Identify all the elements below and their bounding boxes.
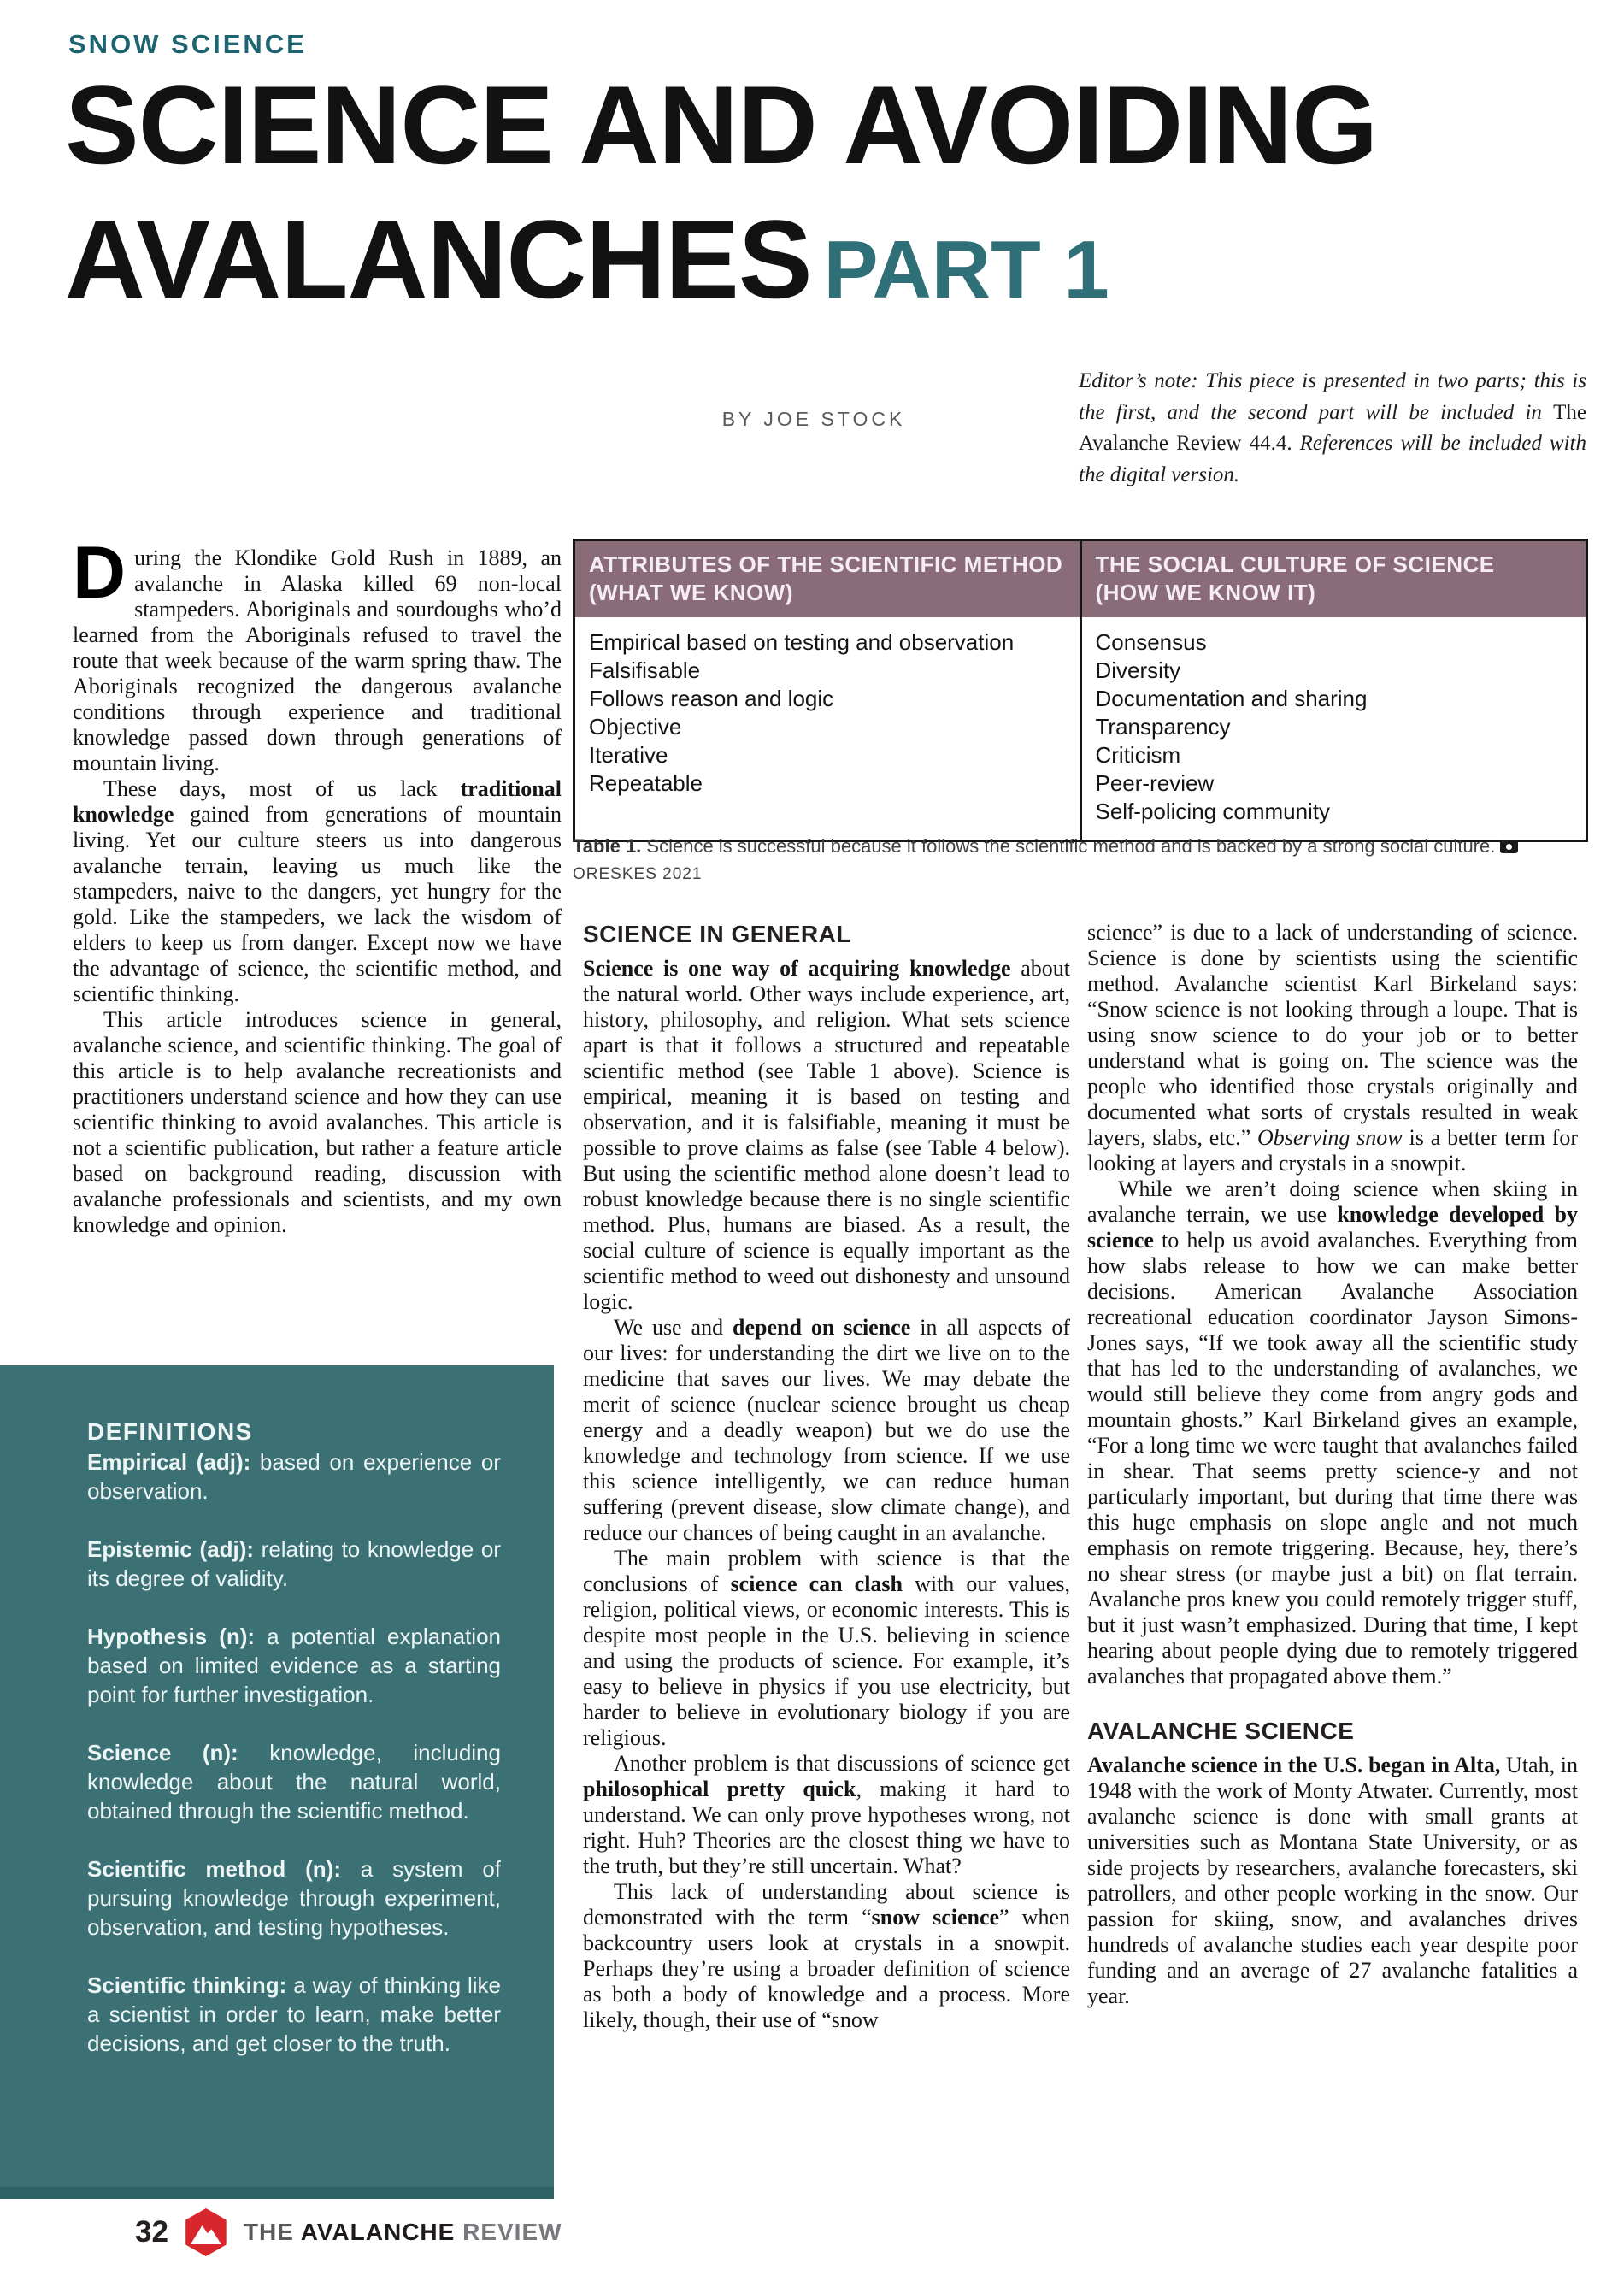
body-paragraph: Another problem is that discussions of science get philosophical pretty quick, making it hard to understand. We can only prove hypotheses wrong, not right. Huh? Theories are the closest thing we have to the truth, but they’re still uncertain. What? (583, 1751, 1070, 1878)
table-1-header-left-line2: (WHAT WE KNOW) (589, 580, 794, 605)
body-paragraph: This article introduces science in general, avalanche science, and scientific thinking. The goal of this article is to help avalanche recreationists and practitioners understand science and how they can use scientific thinking to avoid avalanches. This article is not a scientific publication, but rather a feature article based on background reading, discussion with avalanche professionals and scientists, and my own knowledge and opinion. (73, 1007, 562, 1237)
table-1-caption-text: Science is successful because it follows the scientific method and is backed by a strong social culture. (641, 835, 1496, 857)
definition-item: Scientific thinking: a way of thinking like a scientist in order to learn, make better decisions, and get closer to the truth. (87, 1972, 501, 2056)
definition-item: Science (n): knowledge, including knowledge about the natural world, obtained through the scientific method. (87, 1740, 501, 1824)
article-title (65, 58, 1377, 337)
article-title-part: PART 1 (823, 224, 1109, 315)
drop-cap: D (73, 545, 127, 614)
article-title-line1: SCIENCE AND AVOIDING (65, 62, 1378, 187)
table-1-caption-label: Table 1. (573, 835, 642, 857)
table-1-header-right-line1: THE SOCIAL CULTURE OF SCIENCE (1095, 551, 1495, 577)
table-list-item: Transparency (1095, 714, 1231, 740)
table-1-caption-credit: ORESKES 2021 (573, 865, 703, 883)
wordmark-the: THE (243, 2219, 301, 2245)
table-list-item: Empirical based on testing and observation (589, 629, 1015, 655)
mountain-icon (191, 2225, 221, 2244)
table-1-header-right-line2: (HOW WE KNOW IT) (1095, 580, 1316, 605)
body-paragraph: During the Klondike Gold Rush in 1889, an avalanche in Alaska killed 69 non-local stampeders. Aboriginals and sourdoughs who’d learned from the Aboriginals refused to travel the route that week because of the warm spring thaw. The Aboriginals recognized the dangerous avalanche conditions through experience and traditional knowledge passed down through generations of mountain living. (73, 545, 562, 775)
body-paragraph: These days, most of us lack traditional knowledge gained from generations of mountain living. Yet our culture steers us into dangerous avalanche terrain, leaving us much like the stampeders, naive to the dangers, yet hungry for the gold. Like the stampeders, we lack the wisdom of elders to keep us from danger. Except now we have the advantage of science, the scientific method, and scientific thinking. (73, 776, 562, 1006)
body-column-2 (583, 920, 1070, 2206)
table-list-item: Consensus (1095, 629, 1207, 655)
body-paragraph: Avalanche science in the U.S. began in Alta, Utah, in 1948 with the work of Monty Atwater. Currently, most avalanche science is done with small grants at universities such as Montana State University, or as side projects by researchers, avalanche forecasters, ski patrollers, and other people working in the snow. Our passion for skiing, snow, and avalanches drives hundreds of avalanche studies each year despite poor funding and an average of 27 avalanche fatalities a year. (1087, 1753, 1578, 2008)
definition-item: Hypothesis (n): a potential explanation based on limited evidence as a starting point for further investigation. (87, 1624, 501, 1707)
table-1-header-right (1082, 541, 1586, 617)
definition-item: Epistemic (adj): relating to knowledge or its degree of validity. (87, 1536, 501, 1591)
byline: BY JOE STOCK (721, 408, 906, 430)
definitions-sidebar (0, 1365, 554, 2187)
table-list-item: Objective (589, 714, 682, 740)
table-1 (573, 539, 1588, 842)
magazine-wordmark (244, 2219, 562, 2246)
table-1-cell-right (1082, 617, 1586, 840)
body-column-3 (1087, 920, 1578, 2206)
table-list-item: Criticism (1095, 742, 1181, 768)
table-list-item: Repeatable (589, 770, 703, 796)
body-paragraph: This lack of understanding about science is demonstrated with the term “snow science” when backcountry users look at crystals in a snowpit. Perhaps they’re using a broader definition of science as both a body of knowledge and a process. More likely, though, their use of “snow (583, 1879, 1070, 2032)
body-column-1 (73, 545, 562, 1356)
mountain-hexagon-icon (183, 2208, 229, 2256)
table-list-item: Falsifisable (589, 657, 701, 683)
table-list-item: Peer-review (1095, 770, 1215, 796)
table-1-header-left (575, 541, 1080, 617)
table-1-column-scientific-method (575, 541, 1082, 840)
page-number: 32 (135, 2215, 168, 2249)
page-footer (135, 2207, 562, 2257)
definition-item: Empirical (adj): based on experience or observation. (87, 1449, 501, 1504)
definitions-list (87, 1447, 501, 2058)
table-list-item: Diversity (1095, 657, 1181, 683)
body-paragraph: Science is one way of acquiring knowledge about the natural world. Other ways include experience, art, history, philosophy, and religion. What sets science apart is that it follows a structured and repeatable scientific method (see Table 1 above). Science is empirical, meaning it is based on testing and observation, and it is falsifiable, meaning it must be possible to prove claims as false (see Table 4 below). But using the scientific method alone doesn’t lead to robust knowledge because there is no single scientific method. Plus, humans are biased. As a result, the social culture of science is equally important as the scientific method to weed out dishonesty and unsound logic. (583, 956, 1070, 1314)
table-list-item: Iterative (589, 742, 668, 768)
sidebar-bottom-bar (0, 2187, 554, 2199)
table-1-header-left-line1: ATTRIBUTES OF THE SCIENTIFIC METHOD (589, 551, 1063, 577)
table-list-item: Follows reason and logic (589, 686, 834, 711)
camera-icon (1500, 840, 1518, 853)
article-title-line2: AVALANCHES (65, 197, 812, 321)
section-heading: SCIENCE IN GENERAL (583, 921, 851, 947)
body-paragraph: While we aren’t doing science when skiing in avalanche terrain, we use knowledge developed by science to help us avoid avalanches. Everything from how slabs release to how we can make better decisions. American Avalanche Association recreational education coordinator Jayson Simons-Jones says, “If we took away all the scientific study that has led to the understanding of avalanches, we would still believe they come from angry gods and mountain ghosts.” Karl Birkeland gives an example, “For a long time we were taught that avalanches failed in shear. That seems pretty science-y and not particularly important, but during that time there was this huge emphasis on slope angle and not much emphasis on remote triggering. Because, hey, there’s no shear stress (or maybe just a bit) on flat terrain. Avalanche pros knew you could remotely trigger stuff, but it just wasn’t emphasized. During that time, I kept hearing about people dying due to remotely triggered avalanches that propagated above them.” (1087, 1176, 1578, 1689)
table-list-item: Documentation and sharing (1095, 686, 1368, 711)
table-list-item: Self-policing community (1095, 799, 1331, 824)
body-paragraph: We use and depend on science in all aspects of our lives: for understanding the dirt we live on to the medicine that saves our lives. We may debate the merit of science (nuclear science brought us cheap energy and a deadly weapon) but we do use the knowledge and technology from science. If we use this science intelligently, we can reduce human suffering (prevent disease, slow climate change), and reduce our chances of being caught in an avalanche. (583, 1315, 1070, 1545)
table-1-caption (573, 833, 1588, 887)
editors-note: Editor’s note: This piece is presented in two parts; this is the first, and the second part will be included in The Avalanche Review 44.4. References will be included with the digital version. (1079, 369, 1586, 486)
section-kicker: SNOW SCIENCE (68, 29, 307, 59)
definition-item: Scientific method (n): a system of pursuing knowledge through experiment, observation, and testing hypotheses. (87, 1856, 502, 1940)
table-1-cell-left (575, 617, 1080, 840)
wordmark-avalanche: AVALANCHE (300, 2219, 463, 2245)
table-1-column-social-culture (1082, 541, 1586, 840)
section-heading: AVALANCHE SCIENCE (1087, 1718, 1355, 1744)
body-paragraph: The main problem with science is that the conclusions of science can clash with our values, religion, political views, or economic interests. This is despite most people in the U.S. believing in science and using the products of science. For example, it’s easy to believe in physics if you use electricity, but harder to believe in evolutionary biology if you are religious. (583, 1546, 1070, 1750)
definitions-title: DEFINITIONS (87, 1418, 253, 1445)
body-paragraph: science” is due to a lack of understanding of science. Science is done by scientists using the scientific method. Avalanche scientist Karl Birkeland says: “Snow science is not looking through a loupe. That is using snow science to do your job or to better understand what is going on. The science was the people who identified those crystals originally and documented what sorts of crystals resulted in weak layers, slabs, etc.” Observing snow is a better term for looking at layers and crystals in a snowpit. (1087, 920, 1578, 1176)
wordmark-review: REVIEW (462, 2219, 562, 2245)
